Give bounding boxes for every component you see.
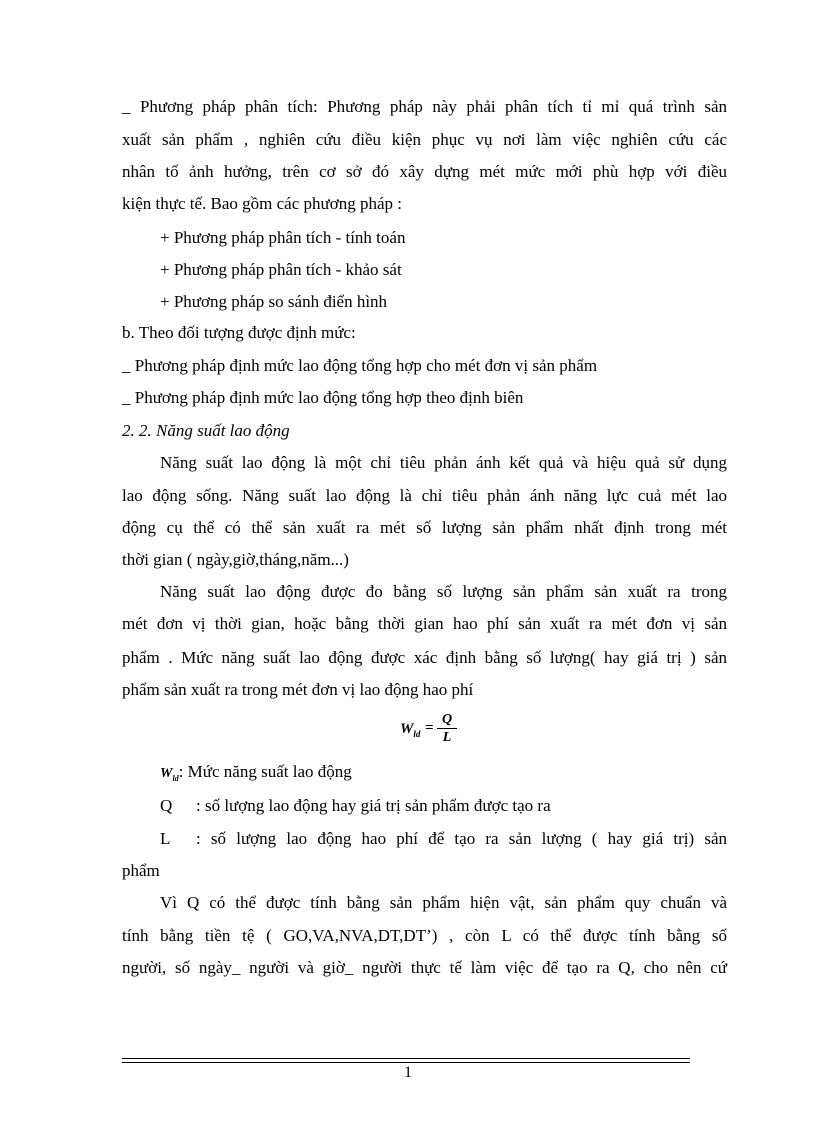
section-heading: 2. 2. Năng suất lao động — [122, 421, 290, 440]
bullet-item: + Phương pháp phân tích - tính toán — [160, 228, 406, 247]
w-symbol: $W_{ld}$ — [160, 766, 179, 783]
list-item: _ Phương pháp định mức lao động tổng hợp theo định biên — [122, 388, 524, 407]
bullet-item: + Phương pháp so sánh điển hình — [160, 292, 388, 311]
formula-lhs: $W_{ld}$ — [400, 721, 421, 739]
paragraph-line: nhân tố ảnh hưởng, trên cơ sở đó xây dựng mét mức mới phù hợp với điều — [122, 162, 727, 181]
paragraph-line: _ Phương pháp phân tích: Phương pháp này phải phân tích tỉ mỉ quá trình sản — [122, 97, 727, 116]
paragraph-line: mét đơn vị thời gian, hoặc bằng thời gian hao phí sản xuất ra mét đơn vị sản — [122, 614, 727, 633]
bullet-item: + Phương pháp phân tích - khảo sát — [160, 260, 402, 279]
footer-rule — [122, 1058, 690, 1059]
page-number: 1 — [404, 1064, 412, 1081]
formula-equals: = — [425, 720, 434, 736]
definition-l-continued: phẩm — [122, 861, 160, 880]
paragraph-line: động cụ thể có thể sản xuất ra mét số lượng sản phẩm nhất định trong mét — [122, 518, 727, 537]
formula-numerator: Q — [441, 712, 453, 727]
paragraph-line: Năng suất lao động là một chỉ tiêu phản ánh kết quả và hiệu quả sử dụng — [160, 453, 727, 472]
paragraph-line: phẩm . Mức năng suất lao động được xác định bằng số lượng( hay giá trị ) sản — [122, 648, 727, 667]
paragraph-line: phẩm sản xuất ra trong mét đơn vị lao động hao phí — [122, 680, 474, 699]
formula-denominator: L — [442, 730, 452, 745]
paragraph-line: kiện thực tế. Bao gồm các phương pháp : — [122, 194, 402, 213]
definition-q: Q : số lượng lao động hay giá trị sản phẩm được tạo ra — [160, 796, 551, 815]
footer-rule — [122, 1062, 690, 1063]
paragraph-line: tính bằng tiền tệ ( GO,VA,NVA,DT,DT’) , còn L có thể được tính bằng số — [122, 926, 727, 945]
fraction-bar — [437, 728, 457, 729]
paragraph-line: lao động sống. Năng suất lao động là chỉ tiêu phản ánh năng lực cuả mét lao — [122, 486, 727, 505]
paragraph-line: xuất sản phẩm , nghiên cứu điều kiện phục vụ nơi làm việc nghiên cứu các — [122, 130, 727, 149]
paragraph-line: Vì Q có thể được tính bằng sản phẩm hiện vật, sản phẩm quy chuẩn và — [160, 893, 727, 912]
formula-fraction — [437, 712, 457, 745]
definition-w: $W_{ld}$: Mức năng suất lao động — [160, 762, 352, 783]
section-heading: b. Theo đối tượng được định mức: — [122, 323, 356, 342]
paragraph-line: thời gian ( ngày,giờ,tháng,năm...) — [122, 550, 349, 569]
productivity-formula — [400, 712, 480, 752]
paragraph-line: người, số ngày_ người và giờ_ người thực tế làm việc để tạo ra Q, cho nên cứ — [122, 958, 727, 977]
definition-l: L : số lượng lao động hao phí để tạo ra sản lượng ( hay giá trị) sản — [160, 829, 727, 848]
paragraph-line: Năng suất lao động được đo bằng số lượng sản phẩm sản xuất ra trong — [160, 582, 727, 601]
list-item: _ Phương pháp định mức lao động tổng hợp cho mét đơn vị sản phẩm — [122, 356, 598, 375]
